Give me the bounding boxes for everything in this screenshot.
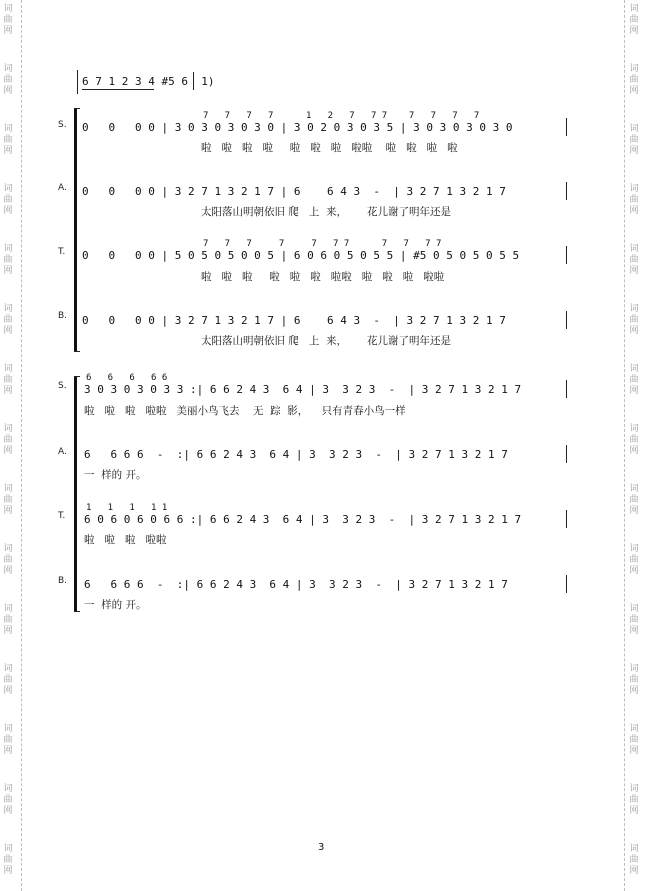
watermark: 词 曲 网 [3, 484, 13, 516]
watermark: 词 曲 网 [3, 724, 13, 756]
watermark: 词 曲 网 [629, 424, 639, 456]
watermark: 词 曲 网 [629, 664, 639, 696]
watermark: 词 曲 网 [629, 544, 639, 576]
watermark: 词 曲 网 [629, 124, 639, 156]
page-number: 3 [318, 842, 325, 853]
tenor-notes: 6 0 6 0 6 0 6 6 :| 6 6 2 4 3 6 4 | 3 3 2 3 - | 3 2 7 1 3 2 1 7 [84, 513, 522, 526]
voice-label-bass: B. [58, 311, 68, 321]
tenor-notes: 0 0 0 0 | 5 0 5 0 5 0 0 5 | 6 0 6 0 5 0 5 5 | #5 0 5 0 5 0 5 5 [82, 249, 520, 262]
watermark: 词 曲 网 [629, 604, 639, 636]
soprano-lyrics: 啦 啦 啦 啦啦 美丽小鸟飞去 无 踪 影， 只有青春小鸟一样 [84, 405, 406, 417]
watermark: 词 曲 网 [629, 784, 639, 816]
barline-end [566, 510, 567, 528]
system1-bracket [74, 108, 77, 352]
tenor-lyrics: 啦 啦 啦 啦 啦 啦 啦啦 啦 啦 啦 啦啦 [201, 271, 445, 283]
barline-end [566, 445, 567, 463]
watermark: 词 曲 网 [629, 64, 639, 96]
right-margin-guide [624, 0, 625, 891]
system2-bracket-top [74, 376, 80, 377]
voice-label-soprano: S. [58, 120, 67, 130]
voice-label-alto: A. [58, 447, 67, 457]
watermark: 词 曲 网 [629, 844, 639, 876]
bass-notes: 0 0 0 0 | 3 2 7 1 3 2 1 7 | 6 6 4 3 - | 3 2 7 1 3 2 1 7 [82, 314, 506, 327]
watermark: 词 曲 网 [3, 64, 13, 96]
watermark: 词 曲 网 [3, 124, 13, 156]
soprano-notes: 3 0 3 0 3 0 3 3 :| 6 6 2 4 3 6 4 | 3 3 2 3 - | 3 2 7 1 3 2 1 7 [84, 383, 522, 396]
barline-end [566, 380, 567, 398]
watermark: 词 曲 网 [3, 544, 13, 576]
watermark: 词 曲 网 [629, 304, 639, 336]
system1-bracket-top [74, 108, 80, 109]
barline-end [566, 118, 567, 136]
voice-label-alto: A. [58, 183, 67, 193]
system2-bracket [74, 376, 77, 612]
watermark: 词 曲 网 [3, 664, 13, 696]
soprano-octave-marks: 7 7 7 7 1 2 7 7 7 7 7 7 7 [203, 111, 480, 121]
watermark: 词 曲 网 [629, 244, 639, 276]
barline-end [566, 575, 567, 593]
soprano-octave-marks: 6 6 6 6 6 [86, 373, 168, 383]
watermark: 词 曲 网 [3, 364, 13, 396]
tenor-octave-marks: 7 7 7 7 7 7 7 7 7 7 7 [203, 239, 442, 249]
intro-notes: 6 7 1 2 3 4 #5 6 1) [82, 75, 215, 88]
watermark: 词 曲 网 [629, 724, 639, 756]
barline-end [566, 182, 567, 200]
intro-barline [77, 70, 78, 94]
watermark: 词 曲 网 [3, 4, 13, 36]
tenor-octave-marks: 1 1 1 1 1 [86, 503, 168, 513]
alto-lyrics: 太阳落山明朝依旧 爬 上 来， 花儿谢了明年还是 [201, 206, 452, 218]
watermark: 词 曲 网 [3, 184, 13, 216]
intro-underline [82, 89, 154, 90]
barline-end [566, 246, 567, 264]
watermark: 词 曲 网 [629, 364, 639, 396]
watermark: 词 曲 网 [629, 184, 639, 216]
alto-notes: 6 6 6 6 - :| 6 6 2 4 3 6 4 | 3 3 2 3 - | 3 2 7 1 3 2 1 7 [84, 448, 508, 461]
intro-end-barline [193, 72, 194, 90]
watermark: 词 曲 网 [3, 604, 13, 636]
bass-lyrics: 一 样的 开。 [84, 599, 147, 611]
soprano-notes: 0 0 0 0 | 3 0 3 0 3 0 3 0 | 3 0 2 0 3 0 3 5 | 3 0 3 0 3 0 3 0 [82, 121, 513, 134]
watermark: 词 曲 网 [629, 4, 639, 36]
watermark: 词 曲 网 [629, 484, 639, 516]
alto-lyrics: 一 样的 开。 [84, 469, 147, 481]
watermark: 词 曲 网 [3, 244, 13, 276]
system2-bracket-bottom [74, 611, 80, 612]
voice-label-bass: B. [58, 576, 68, 586]
system1-bracket-bottom [74, 351, 80, 352]
bass-notes: 6 6 6 6 - :| 6 6 2 4 3 6 4 | 3 3 2 3 - | 3 2 7 1 3 2 1 7 [84, 578, 508, 591]
tenor-lyrics: 啦 啦 啦 啦啦 [84, 534, 167, 546]
alto-notes: 0 0 0 0 | 3 2 7 1 3 2 1 7 | 6 6 4 3 - | 3 2 7 1 3 2 1 7 [82, 185, 506, 198]
voice-label-soprano: S. [58, 381, 67, 391]
left-margin-guide [21, 0, 22, 891]
watermark: 词 曲 网 [3, 304, 13, 336]
watermark: 词 曲 网 [3, 784, 13, 816]
watermark: 词 曲 网 [3, 424, 13, 456]
bass-lyrics: 太阳落山明朝依旧 爬 上 来， 花儿谢了明年还是 [201, 335, 452, 347]
voice-label-tenor: T. [58, 247, 66, 257]
soprano-lyrics: 啦 啦 啦 啦 啦 啦 啦 啦啦 啦 啦 啦 啦 [201, 142, 458, 154]
barline-end [566, 311, 567, 329]
voice-label-tenor: T. [58, 511, 66, 521]
watermark: 词 曲 网 [3, 844, 13, 876]
